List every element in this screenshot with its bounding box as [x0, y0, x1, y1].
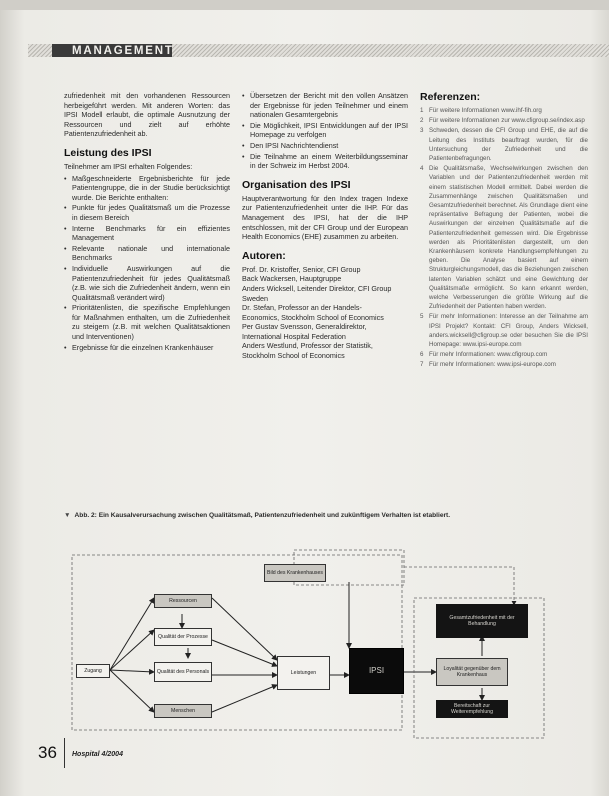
- list-item: • Übersetzen der Bericht mit den vollen Ansätzen der Ergebnisse für jeden Teilnehmer und einem nationalen Gesamtergebnis: [242, 91, 408, 120]
- author-line: Back Wackersen, Hauptgruppe: [242, 274, 342, 284]
- benefits-list-continued: [242, 91, 408, 171]
- box-staff-quality: Qualität des Personals: [154, 662, 212, 682]
- author-line: Anders Westlund, Professor der Statistik,: [242, 341, 373, 351]
- benefits-list: [64, 174, 230, 353]
- heading-referenzen: Referenzen:: [420, 91, 481, 103]
- list-item: • Prioritätenlisten, die spezifische Empfehlungen für Maßnahmen enthalten, um die Zufriedenheit zu steigern (z.B. mit welchen Qualitätsaktionen und Interventionen): [64, 303, 230, 341]
- figure-caption: [64, 512, 584, 521]
- list-item: • Die Teilnahme an einem Weiterbildungsseminar in der Schweiz im Herbst 2004.: [242, 152, 408, 171]
- box-loyalty: Loyalität gegenüber dem Krankenhaus: [436, 658, 508, 686]
- heading-organisation: Organisation des IPSI: [242, 178, 351, 191]
- author-line: Economics, Stockholm School of Economics: [242, 312, 384, 322]
- diagram-connectors: [62, 540, 602, 740]
- triangle-marker-icon: ▼: [64, 512, 71, 519]
- causal-model-diagram: [62, 540, 602, 740]
- column-1: [64, 91, 230, 353]
- reference-item: 7 Für mehr Informationen: www.ipsi-europe.com: [420, 360, 588, 369]
- list-item: • Individuelle Auswirkungen auf die Patientenzufriedenheit für jedes Qualitätsmaß (z.B. wie sich die Zufriedenheit ändern, wenn ein Qualitätsmaß verändert wird): [64, 264, 230, 302]
- page-number: 36: [38, 743, 57, 762]
- column-3-references: [420, 91, 588, 371]
- author-line: International Hospital Federation: [242, 331, 346, 341]
- heading-autoren: Autoren:: [242, 249, 286, 262]
- author-line: Prof. Dr. Kristoffer, Senior, CFI Group: [242, 264, 361, 274]
- list-item: • Den IPSI Nachrichtendienst: [242, 141, 408, 151]
- author-line: Stockholm School of Economics: [242, 351, 345, 361]
- reference-item: 4 Die Qualitätsmaße, Wechselwirkungen zwischen den Variablen und der Patientenzufriedenheit werden mit einem statistischen Modell ermittelt. Dabei werden die Zusammenhänge zwischen Qualitätsmaßen und Gesamtzufriedenheit berechnet. Als Grundlage dient eine repräsentative Befragung der Patienten, wobei die Auswirkungen der einzelnen Qualitätsmaße auf die Patientenzufriedenheit gemessen wird. Die Ergebnisse werden als Prioritätenlisten dargestellt, um den Krankenhäusern konkrete Handlungsempfehlungen zu geben. Die Analyse basiert auf einem Strukturgleichungsmodell, das die Beziehungen zwischen latenten Variablen schätzt und eine Gewichtung der Qualitätsmaße ermöglicht. So kann erkannt werden, welche Verbesserungen die größte Wirkung auf die Zufriedenheit der Patienten haben werden.: [420, 164, 588, 311]
- list-item: • Punkte für jedes Qualitätsmaß um die Prozesse in diesem Bereich: [64, 203, 230, 222]
- box-services: Leistungen: [277, 656, 330, 690]
- box-resources: Ressourcen: [154, 594, 212, 608]
- list-item: • Ergebnisse für die einzelnen Krankenhäuser: [64, 343, 230, 353]
- list-item: • Maßgeschneiderte Ergebnisberichte für jede Patientengruppe, die in der Studie berücksichtigt wurde. Die Berichte enthalten:: [64, 174, 230, 203]
- lead-paragraph: Teilnehmer am IPSI erhalten Folgendes:: [64, 161, 193, 171]
- authors-list: [242, 265, 408, 361]
- box-recommend: Bereitschaft zur Weiterempfehlung: [436, 700, 508, 718]
- box-ipsi: IPSI: [349, 648, 404, 694]
- issue-label: Hospital 4/2004: [72, 751, 123, 758]
- box-image: Bild des Krankenhauses: [264, 564, 326, 582]
- box-access: Zugang: [76, 664, 110, 678]
- reference-item: 6 Für mehr Informationen: www.cfigroup.com: [420, 350, 588, 359]
- reference-item: 2 Für weitere Informationen zur www.cfigroup.se/index.asp: [420, 116, 588, 125]
- author-line: Per Gustav Svensson, Generaldirektor,: [242, 322, 367, 332]
- heading-leistung: Leistung des IPSI: [64, 146, 152, 159]
- references-list: [420, 106, 588, 370]
- author-line: Sweden: [242, 293, 268, 303]
- scan-top-edge: [0, 0, 609, 10]
- author-line: Anders Wicksell, Leitender Direktor, CFI Group: [242, 283, 392, 293]
- reference-item: 1 Für weitere Informationen www.ihf-fih.org: [420, 106, 588, 115]
- reference-item: 5 Für mehr Informationen: Interesse an der Teilnahme am IPSI Projekt? Kontakt: CFI Group, Anders Wicksell, anders.wicksell@cfigroup.se oder besuchen Sie die IPSI Homepage: www.ipsi-europe.com: [420, 312, 588, 349]
- list-item: • Interne Benchmarks für ein effizientes Management: [64, 224, 230, 243]
- author-line: Dr. Stefan, Professor an der Handels-: [242, 303, 362, 313]
- section-title: MANAGEMENT: [72, 45, 174, 57]
- organisation-paragraph: Hauptverantwortung für den Index tragen Indexe zur Patientenzufriedenheit unter die IHP. Für das Management des IPSI, hat der die IHP entschlossen, mit der CFI Group und der European Health Economics (EHE) zusammen zu arbeiten.: [242, 193, 408, 242]
- list-item: • Die Möglichkeit, IPSI Entwicklungen auf der IPSI Homepage zu verfolgen: [242, 121, 408, 140]
- figure-caption-text: Abb. 2: Ein Kausalverursachung zwischen Qualitätsmaß, Patientenzufriedenheit und zukünftigem Verhalten ist etabliert.: [74, 512, 451, 519]
- box-quality-process: Qualität der Prozesse: [154, 628, 212, 646]
- reference-item: 3 Schweden, dessen die CFI Group und EHE, die auf die Leitung des Instituts beauftragt wurden, für die Untersuchung der Zufriedenheit und die Patientenbefragungen.: [420, 126, 588, 163]
- column-2: [242, 91, 408, 361]
- box-side-top: Gesamtzufriedenheit mit der Behandlung: [436, 604, 528, 638]
- intro-paragraph: zufriedenheit mit den vorhandenen Ressourcen herbeigeführt werden. Mit anderen Worten: das IPSI Modell erlaubt, die optimale Ausnutzung der Ressourcen und zielt auf erhöhte Patientenzufriedenheit ab.: [64, 91, 230, 139]
- footer-divider: [64, 738, 65, 768]
- list-item: • Relevante nationale und internationale Benchmarks: [64, 244, 230, 263]
- box-people: Menschen: [154, 704, 212, 718]
